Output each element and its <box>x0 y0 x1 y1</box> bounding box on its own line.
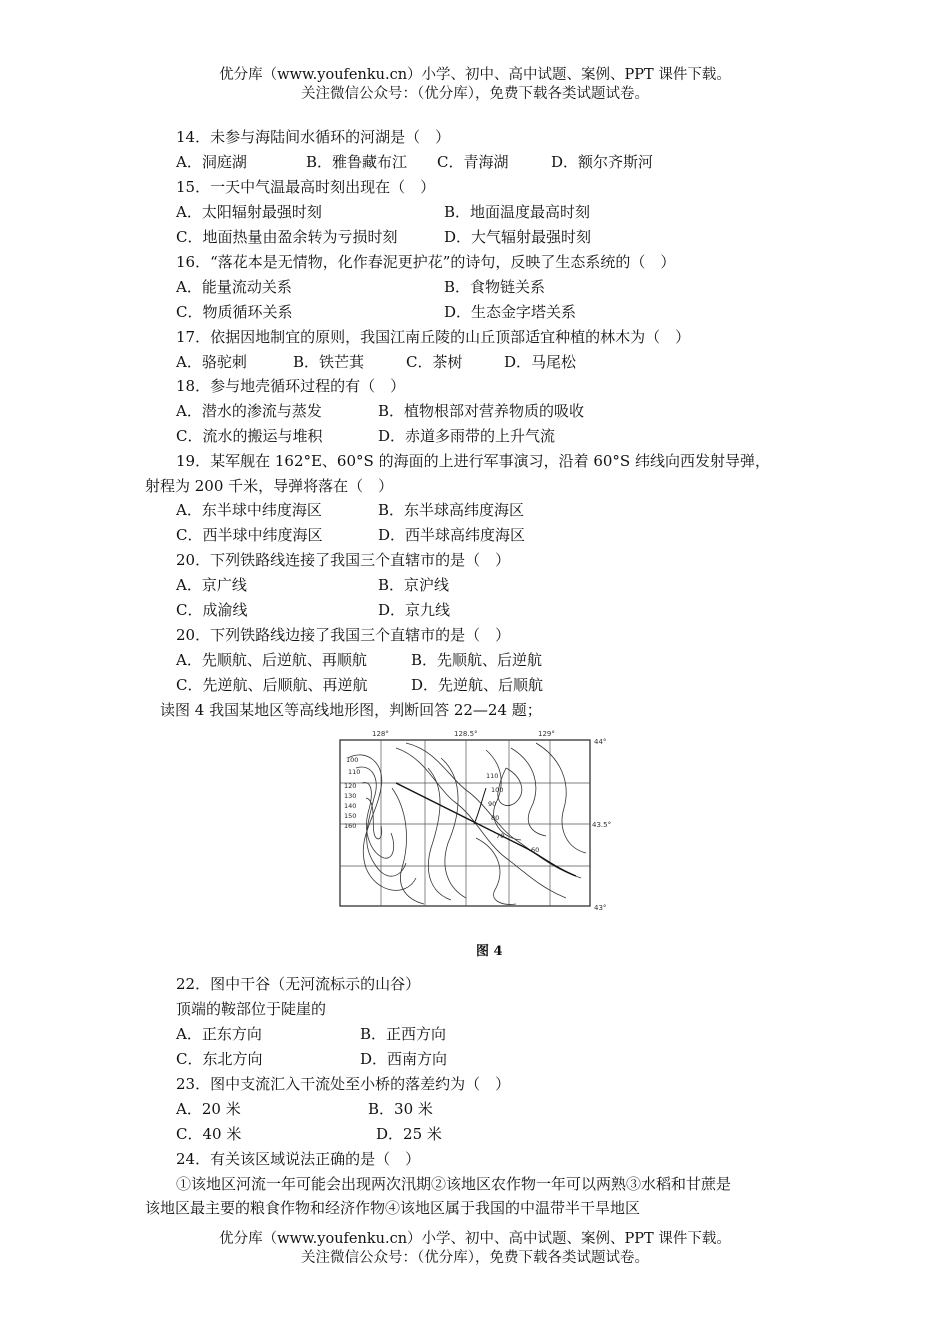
river-line <box>396 783 576 876</box>
contour-map-figure <box>336 728 614 918</box>
q22-option-a: A．正东方向 <box>176 1025 262 1043</box>
q18-option-d: D．赤道多雨带的上升气流 <box>378 427 556 445</box>
contour-label: 120 <box>344 782 357 790</box>
question-23-stem: 23．图中支流汇入干流处至小桥的落差约为（ ） <box>176 1075 511 1093</box>
contour-label: 130 <box>344 792 357 800</box>
q22-option-c: C．东北方向 <box>176 1050 263 1068</box>
q18-option-b: B．植物根部对营养物质的吸收 <box>378 402 585 420</box>
contour-label: 110 <box>486 772 499 780</box>
q20b-option-c: C．先逆航、后顺航、再逆航 <box>176 676 368 694</box>
lat-label-43: 43° <box>594 904 607 912</box>
contour-label: 80 <box>491 814 500 822</box>
q22-option-d: D．西南方向 <box>360 1050 448 1068</box>
question-24-body-line-1: ①该地区河流一年可能会出现两次汛期②该地区农作物一年可以两熟③水稻和甘蔗是 <box>176 1175 732 1193</box>
q20b-option-d: D．先逆航、后顺航 <box>411 676 544 694</box>
q15-option-c: C．地面热量由盈余转为亏损时刻 <box>176 228 398 246</box>
q17-option-d: D．马尾松 <box>504 353 577 371</box>
q20a-option-c: C．成渝线 <box>176 601 248 619</box>
question-18-stem: 18．参与地壳循环过程的有（ ） <box>176 377 406 395</box>
question-19-stem-line-2: 射程为 200 千米，导弹将落在（ ） <box>145 477 394 495</box>
q18-option-a: A．潜水的渗流与蒸发 <box>176 402 322 420</box>
q23-option-a: A．20 米 <box>176 1100 241 1118</box>
contour-label: 100 <box>491 786 504 794</box>
contour-label: 70 <box>496 832 505 840</box>
q16-option-d: D．生态金字塔关系 <box>444 303 577 321</box>
question-14-stem: 14．未参与海陆间水循环的河湖是（ ） <box>176 128 451 146</box>
question-24-stem: 24．有关该区域说法正确的是（ ） <box>176 1150 421 1168</box>
tributary-line <box>474 788 486 824</box>
lon-label-129: 129° <box>538 730 555 738</box>
q17-option-c: C．茶树 <box>406 353 463 371</box>
contour-label: 60 <box>531 846 540 854</box>
lat-label-43-5: 43.5° <box>592 821 612 829</box>
question-20b-stem: 20．下列铁路线边接了我国三个直辖市的是（ ） <box>176 626 511 644</box>
question-15-stem: 15．一天中气温最高时刻出现在（ ） <box>176 178 436 196</box>
contour-label: 140 <box>344 802 357 810</box>
q20b-option-a: A．先顺航、后逆航、再顺航 <box>176 651 367 669</box>
header-line-1: 优分库（www.youfenku.cn）小学、初中、高中试题、案例、PPT 课件下载。 <box>219 67 731 83</box>
q19-option-a: A．东半球中纬度海区 <box>176 501 322 519</box>
q23-option-c: C．40 米 <box>176 1125 242 1143</box>
contour-label: 110 <box>348 768 361 776</box>
footer-line-1: 优分库（www.youfenku.cn）小学、初中、高中试题、案例、PPT 课件下载。 <box>219 1231 731 1247</box>
question-24-body-line-2: 该地区最主要的粮食作物和经济作物④该地区属于我国的中温带半干旱地区 <box>145 1199 641 1217</box>
lon-label-128: 128° <box>372 730 389 738</box>
footer-line-2: 关注微信公众号：（优分库），免费下载各类试题试卷。 <box>301 1250 649 1266</box>
q16-option-b: B．食物链关系 <box>444 278 546 296</box>
contour-label: 100 <box>346 756 359 764</box>
q16-option-c: C．物质循环关系 <box>176 303 293 321</box>
q20b-option-b: B．先顺航、后逆航 <box>411 651 543 669</box>
q22-option-b: B．正西方向 <box>360 1025 447 1043</box>
q23-option-b: B．30 米 <box>368 1100 433 1118</box>
q20a-option-b: B．京沪线 <box>378 576 450 594</box>
q15-option-b: B．地面温度最高时刻 <box>444 203 591 221</box>
q14-option-c: C．青海湖 <box>437 153 509 171</box>
page-footer <box>0 1230 950 1268</box>
q19-option-c: C．西半球中纬度海区 <box>176 526 323 544</box>
figure-caption: 图 4 <box>476 944 503 959</box>
lat-label-44: 44° <box>594 738 607 746</box>
q14-option-a: A．洞庭湖 <box>176 153 247 171</box>
question-20a-stem: 20．下列铁路线连接了我国三个直辖市的是（ ） <box>176 551 511 569</box>
lon-label-128-5: 128.5° <box>454 730 478 738</box>
q20a-option-a: A．京广线 <box>176 576 247 594</box>
q14-option-d: D．额尔齐斯河 <box>551 153 654 171</box>
q23-option-d: D．25 米 <box>376 1125 442 1143</box>
question-16-stem: 16．“落花本是无情物，化作春泥更护花”的诗句，反映了生态系统的（ ） <box>176 253 676 271</box>
q15-option-a: A．太阳辐射最强时刻 <box>176 203 322 221</box>
q19-option-b: B．东半球高纬度海区 <box>378 501 525 519</box>
contour-label: 150 <box>344 812 357 820</box>
q19-option-d: D．西半球高纬度海区 <box>378 526 526 544</box>
q17-option-b: B．铁芒萁 <box>293 353 365 371</box>
contour-label: 160 <box>344 822 357 830</box>
q18-option-c: C．流水的搬运与堆积 <box>176 427 323 445</box>
q14-option-b: B．雅鲁藏布江 <box>306 153 408 171</box>
q16-option-a: A．能量流动关系 <box>176 278 292 296</box>
page-header <box>0 66 950 104</box>
question-17-stem: 17．依据因地制宜的原则，我国江南丘陵的山丘顶部适宜种植的林木为（ ） <box>176 328 691 346</box>
contour-label: 90 <box>488 800 497 808</box>
contour-map <box>336 728 614 918</box>
header-line-2: 关注微信公众号：（优分库），免费下载各类试题试卷。 <box>301 86 649 102</box>
figure-intro-text: 读图 4 我国某地区等高线地形图，判断回答 22—24 题； <box>160 701 542 719</box>
q20a-option-d: D．京九线 <box>378 601 451 619</box>
question-19-stem-line-1: 19．某军舰在 162°E、60°S 的海面的上进行军事演习，沿着 60°S 纬线向西发射导弹， <box>176 452 770 470</box>
q15-option-d: D．大气辐射最强时刻 <box>444 228 592 246</box>
question-22-stem-line-1: 22．图中干谷（无河流标示的山谷） <box>176 975 421 993</box>
question-22-stem-line-2: 顶端的鞍部位于陡崖的 <box>176 1000 327 1018</box>
q17-option-a: A．骆驼刺 <box>176 353 247 371</box>
